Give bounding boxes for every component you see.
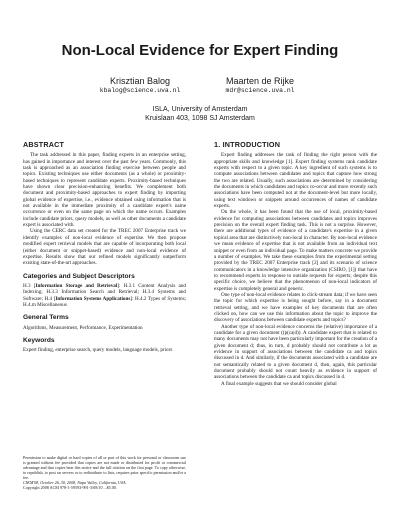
intro-paragraph: A final example suggests that we should consider global — [221, 380, 337, 387]
right-column — [214, 142, 377, 387]
author-name: Maarten de Rijke — [225, 76, 295, 86]
introduction-heading: 1. INTRODUCTION — [214, 140, 281, 149]
intro-paragraph: Another type of non-local evidence concerns the (relative) importance of a candidate for a given document ((p(ca|d)). A candidate expert that is related to many documents may not have been particularly important for the creation of a given document d; thus, in turn, d probably should not contribute a lot as evidence in support of associations between the candidate ca and topics discussed in d. And similarly, if the documents associated with a candidate are not semantically related to a given document d, then, again, this particular document probably should not count heavily as evidence in support of associations between the candidate ca and topics discussed in d. — [214, 323, 378, 381]
categories-text: H.3 [Information Storage and Retrieval]: H.3.1 Content Analysis and Indexing; H.3.3 Information Search and Retrieval; H.3.4 Systems and Software; H.4 [Information Systems Applications]: H.4.2 Types of Systems; H.4.m Miscellaneous — [23, 282, 186, 308]
author-name: Krisztian Balog — [109, 76, 171, 86]
copyright-text: Copyright 2008 ACM 978-1-59593-991-3/08/10 ...$5.00. — [23, 485, 117, 490]
permission-text: Permission to make digital or hard copies of all or part of this work for personal or classroom use is granted without fee provided that copies are not made or distributed for profit or commercial advantage and that copies bear this notice and the full citation on the first page. To copy otherwise, to republish, to post on servers or to redistribute to lists, requires prior specific permission and/or a fee. — [23, 455, 186, 480]
abstract-heading: ABSTRACT — [23, 140, 65, 149]
intro-paragraph: On the whole, it has been found that the use of local, proximity-based evidence for computing associations between candidates and topics improves precision on the overall expert finding task. This is not a surprise. However, there are additional types of evidence of a candidate's expertise in a given topical area that are distinctively non-local in character. By non-local evidence we mean evidence of expertise that is not available from an individual text snippet or even from an individual page. To make matters concrete we provide a number of examples. We take these examples from the experimental setting provided by the TREC 2007 Enterprise track [2] and its scenario of science communicators in a knowledge intensive organization (CSIRO, [1]) that have to recommend experts in response to outside requests for experts; despite this specific choice, we believe that the phenomenon of non-local indicators of expertise is completely general and generic. — [214, 209, 377, 292]
keywords-text: Expert finding, enterprise search, query models, language models, priors — [23, 347, 173, 354]
abstract-paragraph: The task addressed in this paper, finding experts in an enterprise setting, has gained in importance and interest over the past few years. Commonly, this task is approached as an association finding exercise between people and topics. Existing techniques use either documents (as a whole) or proximity-based techniques to represent candidate experts. Proximity-based techniques have shown clear precision-enhancing benefits. We complement both document and proximity-based approaches to expert finding by importing global evidence of expertise, i.e., evidence obtained using information that is not available in the immediate proximity of a candidate expert's name occurrence or even on the same page on which the name occurs. Examples include candidate priors, query models, as well as other documents a candidate expert is associated with. — [23, 152, 186, 229]
affiliation-line: ISLA, University of Amsterdam — [152, 106, 248, 113]
general-terms-heading: General Terms — [23, 314, 69, 322]
intro-paragraph: Expert finding addresses the task of finding the right person with the appropriate skills and knowledge [1]. Expert finding systems rank candidate experts with respect to a given topic. A key ingredient of such systems is to compute associations between candidates and topics that capture how strong the two are related. Usually, such associations are determined by considering the documents in which candidates and topics co-occur and more recently such associations have been computed not at the document-level but more locally, using text windows or snippets around occurrences of names of candidate experts. — [214, 152, 377, 210]
intro-paragraph: One type of non-local evidence relates to click-stream data; if we have seen the topic for which expertise is being sought before, say in a document retrieval setting, and we have examples of key documents that are often clicked on, how can we use this information about the topic to improve the discovery of associations between candidate experts and topics? — [214, 291, 377, 324]
affiliation-line: Kruislaan 403, 1098 SJ Amsterdam — [145, 114, 255, 122]
venue-text: CIKM'08, October 26–30, 2008, Napa Valley, California, USA. — [23, 480, 127, 485]
keywords-heading: Keywords — [23, 336, 55, 344]
categories-heading: Categories and Subject Descriptors — [23, 272, 135, 280]
paper-title: Non-Local Evidence for Expert Finding — [61, 42, 339, 59]
affiliation — [0, 106, 400, 123]
copyright-notice — [23, 455, 186, 490]
author-email[interactable]: kbalog@science.uva.nl — [99, 87, 181, 94]
abstract-paragraph: Using the CERC data set created for the TREC 2007 Enterprise track we identify examples of non-local evidence of expertise. We then propose modified expert retrieval models that are capable of incorporating both local (either document or snippet-based) evidence and non-local evidence of expertise. Results show that our refined models significantly outperform existing state-of-the-art approaches. — [23, 228, 186, 267]
general-terms-text: Algorithms, Measurement, Performance, Experimentation — [23, 324, 143, 331]
author-block-2 — [190, 77, 330, 95]
left-column — [23, 142, 186, 354]
author-block-1 — [70, 77, 210, 95]
author-email[interactable]: mdr@science.uva.nl — [225, 87, 295, 94]
